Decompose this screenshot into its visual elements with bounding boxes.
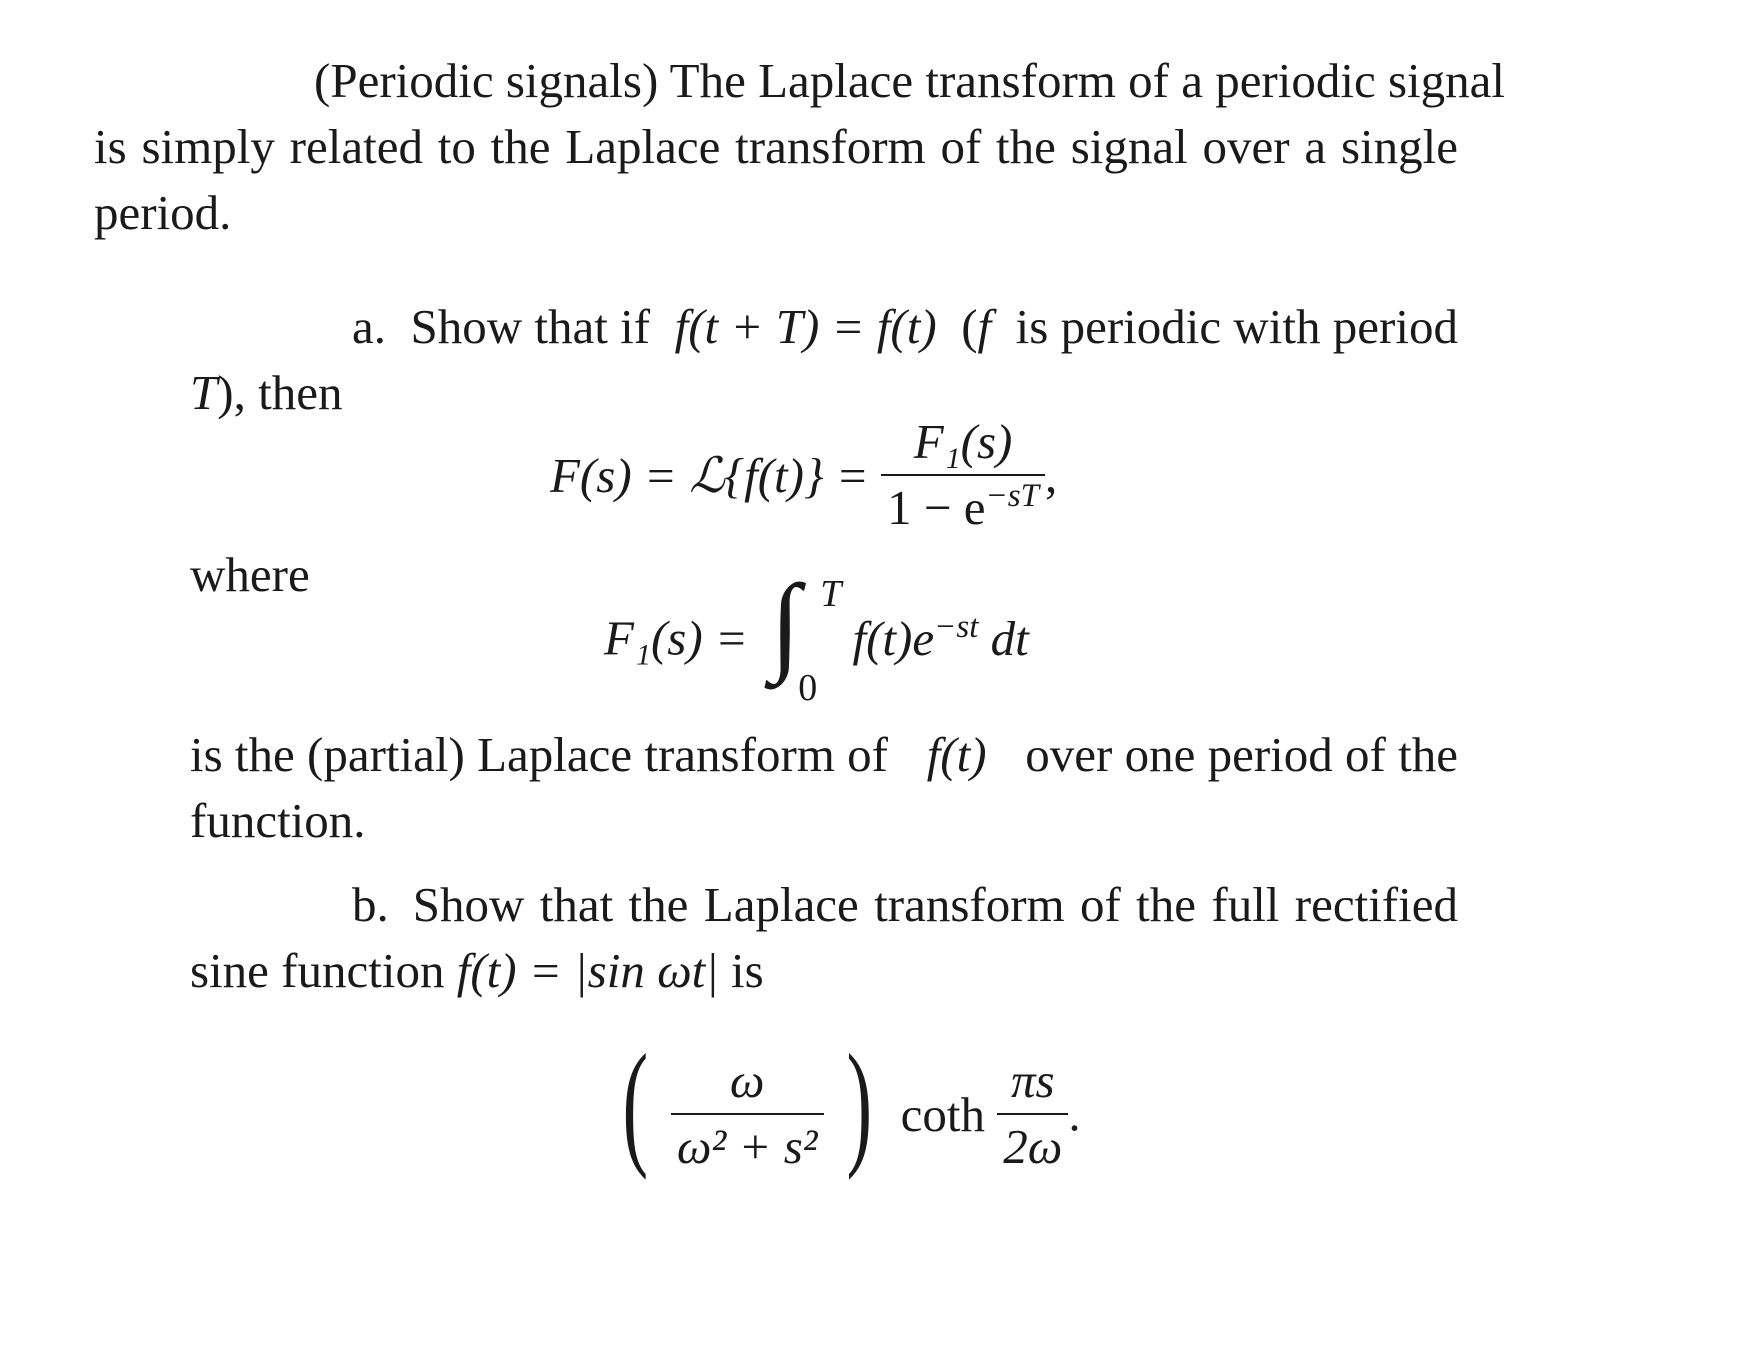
equation-laplace-periodic [550, 414, 1057, 537]
eq1-denominator: $1 - e^{-sT}$ [887, 478, 1039, 536]
left-paren: ( [622, 1026, 649, 1181]
intro-line-1: (Periodic signals) The Laplace transform of a periodic signal [314, 53, 1506, 108]
equation-partial-laplace [604, 562, 1029, 709]
part-a-line-2: T), then [190, 365, 343, 420]
integral-lower-limit: 0 [798, 667, 818, 709]
part-a-rest: is periodic with period [1015, 299, 1458, 354]
eq3-period: . [1068, 1086, 1081, 1142]
eq1-lhs: F(s) = ℒ{f(t)} = [550, 447, 869, 503]
part-a-text: Show that if [410, 299, 651, 354]
part-a-periodicity-eq: f(t + T) = f(t) [674, 299, 937, 354]
part-b-line-1: b. Show that the Laplace transform of the full rectified [352, 877, 1458, 932]
eq3-fraction-2: $\frac{\pi s}{2\omega}$ [997, 1053, 1068, 1176]
right-paren: ) [846, 1026, 872, 1181]
coth-label: coth [900, 1086, 985, 1142]
intro-line-2: is simply related to the Laplace transform of the signal over a single [94, 119, 1458, 174]
part-a-line-4: function. [190, 793, 366, 848]
part-a-paren: (f [961, 299, 992, 354]
integral-sign: ∫ T 0 [770, 562, 842, 709]
eq1-comma: , [1044, 447, 1058, 503]
part-a-line-1 [352, 298, 1458, 355]
part-a-label: a. [352, 299, 386, 354]
eq1-fraction-bar [881, 474, 1045, 476]
equation-rectified-sine [612, 1026, 1081, 1184]
part-b-line-2: sine function f(t) = |sin ωt| is [190, 943, 764, 998]
eq2-lhs: F₁(s) = [604, 610, 748, 666]
where-label: where [190, 547, 310, 602]
intro-line-3: period. [94, 185, 232, 240]
eq3-fraction-1: $\frac{\omega}{\text{ω² + s²}}$ [671, 1053, 824, 1176]
eq2-integrand: $f(t)e^{-st}$ dt [852, 608, 1029, 666]
eq1-numerator: F₁(s) [913, 414, 1013, 469]
eq1-fraction [881, 414, 1045, 537]
part-b-label: b. [352, 877, 389, 932]
integral-upper-limit: T [820, 573, 842, 615]
part-a-line-3: is the (partial) Laplace transform of f(t) over one period of the [190, 727, 1458, 782]
